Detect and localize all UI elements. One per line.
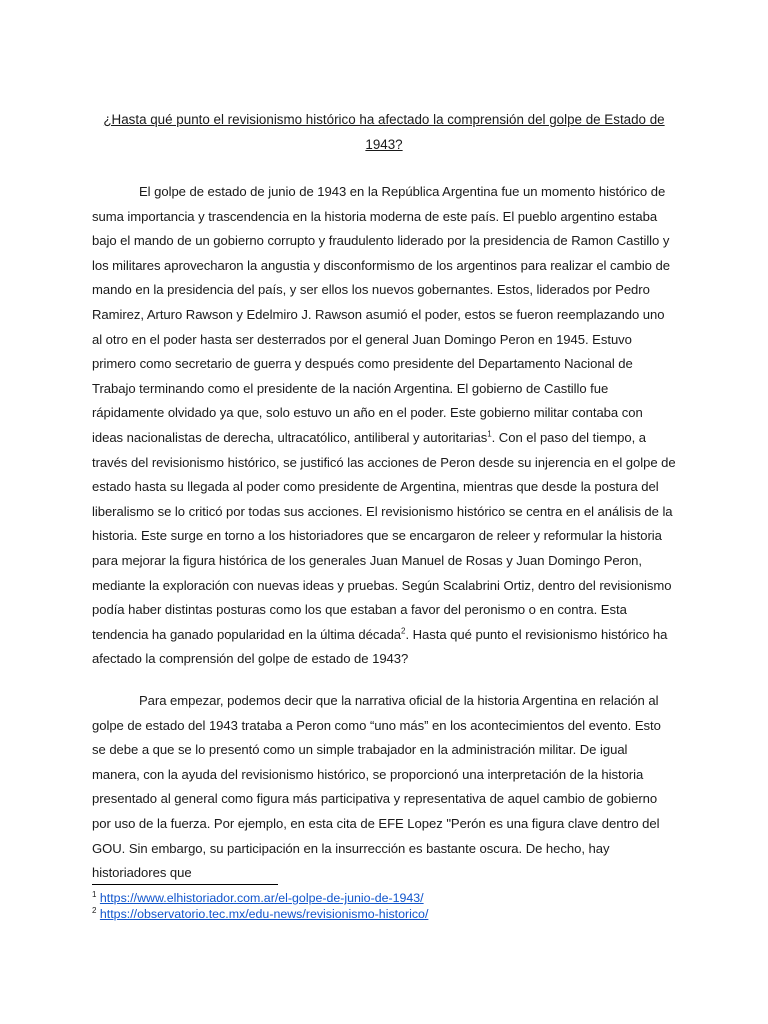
footnote-ref-1[interactable]: 1: [487, 429, 492, 439]
footnotes: [92, 890, 676, 922]
footnote-ref-2[interactable]: 2: [401, 626, 406, 636]
footnote-mark: 2: [92, 905, 97, 915]
footnote-mark: 1: [92, 889, 97, 899]
footnote-2: [92, 906, 676, 922]
footnote-link[interactable]: https://observatorio.tec.mx/edu-news/revisionismo-historico/: [99, 907, 429, 921]
footnote-separator: [92, 884, 278, 885]
paragraph-2: Para empezar, podemos decir que la narrativa oficial de la historia Argentina en relación al golpe de estado del 1943 trataba a Peron como “uno más” en los acontecimientos del evento. Esto se debe a que se lo presentó como un simple trabajador en la administración militar. De igual manera, con la ayuda del revisionismo histórico, se proporcionó una interpretación de la historia presentado al general como figura más participativa y representativa de aquel cambio de gobierno por uso de la fuerza. Por ejemplo, en esta cita de EFE Lopez "Perón es una figura clave dentro del GOU. Sin embargo, su participación en la insurrección es bastante oscura. De hecho, hay historiadores que: [92, 693, 661, 881]
paragraph-1-text-b: . Con el paso del tiempo, a través del revisionismo histórico, se justificó las acciones de Peron desde su injerencia en el golpe de estado hasta su llegada al poder como presidente de Argentina, mientras que desde la postura del liberalismo se lo criticó por todas sus acciones. El revisionismo histórico se centra en el análisis de la historia. Este surge en torno a los historiadores que se encargaron de releer y reformular la historia para mejorar la figura histórica de los generales Juan Manuel de Rosas y Juan Domingo Peron, mediante la exploración con nuevas ideas y pruebas. Según Scalabrini Ortiz, dentro del revisionismo podía haber distintas posturas como los que estaban a favor del peronismo o en contra. Esta tendencia ha ganado popularidad en la última década: [92, 429, 676, 642]
footnote-link[interactable]: https://www.elhistoriador.com.ar/el-golpe-de-junio-de-1943/: [99, 891, 424, 905]
footnote-1: [92, 890, 676, 906]
paragraph-1-text-c: . Hasta qué punto el revisionismo histórico ha afectado la comprensión del golpe de estado de 1943?: [92, 626, 668, 667]
paragraph-1-text-a: El golpe de estado de junio de 1943 en la República Argentina fue un momento histórico de suma importancia y trascendencia en la historia moderna de este país. El pueblo argentino estaba bajo el mando de un gobierno corrupto y fraudulento liderado por la presidencia de Ramon Castillo y los militares aprovecharon la angustia y disconformismo de los argentinos para realizar el cambio de mando en la presidencia del país, y ser ellos los nuevos gobernantes. Estos, liderados por Pedro Ramirez, Arturo Rawson y Edelmiro J. Rawson asumió el poder, estos se fueron reemplazando uno al otro en el poder hasta ser desterrados por el general Juan Domingo Peron en 1945. Estuvo primero como secretario de guerra y después como presidente del Departamento Nacional de Trabajo terminando como el presidente de la nación Argentina. El gobierno de Castillo fue rápidamente olvidado ya que, solo estuvo un año en el poder. Este gobierno militar contaba con ideas nacionalistas de derecha, ultracatólico, antiliberal y autoritarias: [92, 184, 670, 445]
document-title: ¿Hasta qué punto el revisionismo histórico ha afectado la comprensión del golpe de Estado de 1943?: [103, 112, 665, 152]
paragraph-1: [92, 180, 676, 672]
